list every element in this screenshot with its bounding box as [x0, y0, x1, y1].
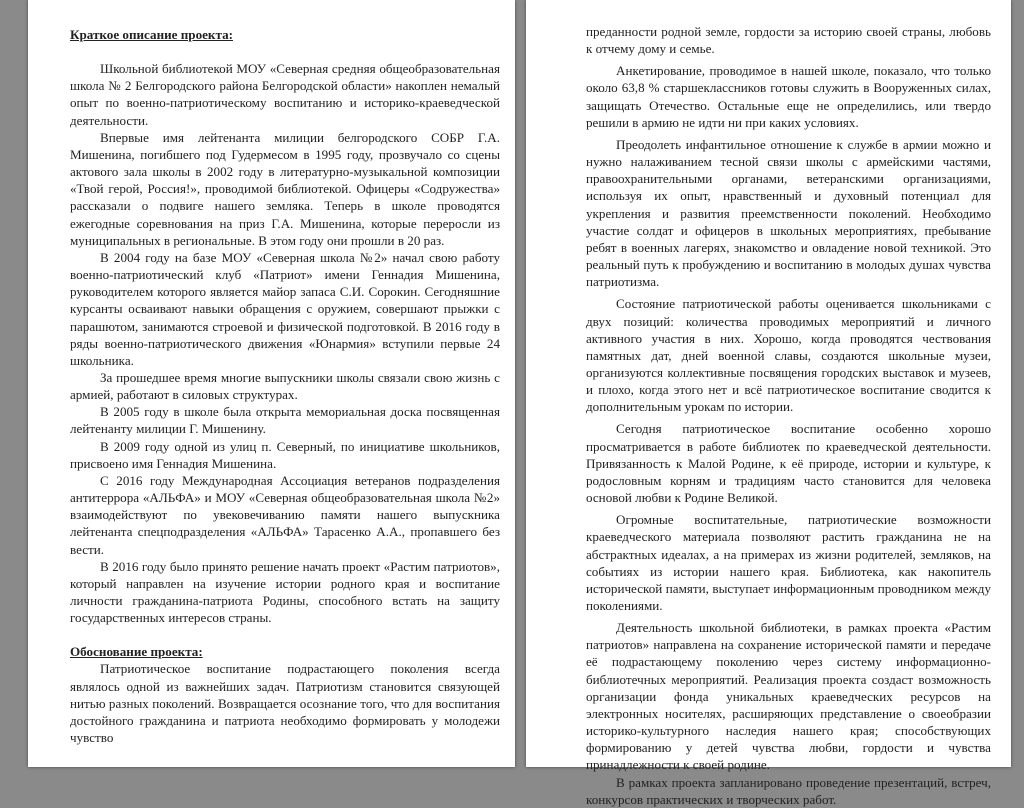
paragraph: В 2004 году на базе МОУ «Северная школа №2» начал свою работу военно-патриотический клуб «Патриот» имени Геннадия Мишенина, руководителем которого является майор запаса С.И. Сорокин. Сегодняшние курсанты осваивают навыки обращения с оружием, совершают прыжки с парашютом, занимаются строевой и физической подготовкой. В 2016 году в ряды военно-патриотического движения «Юнармия» вступили первые 24 школьника. — [70, 249, 500, 368]
paragraph: За прошедшее время многие выпускники школы связали свою жизнь с армией, работают в силовых структурах. — [70, 369, 500, 403]
paragraph: Патриотическое воспитание подрастающего поколения всегда являлось одной из важнейших задач. Патриотизм становится связующей нитью разных поколений. Возвращается осознание того, что для воспитания достойного гражданина и патриота необходимо формировать у молодежи чувство — [70, 661, 500, 746]
paragraph: преданности родной земле, гордости за историю своей страны, любовь к отчему дому и семье. — [586, 24, 991, 57]
paragraph: Впервые имя лейтенанта милиции белгородского СОБР Г.А. Мишенина, погибшего под Гудермесом в 1995 году, прозвучало со сцены актового зала школы в 2002 году в литературно-музыкальной композиции «Твой герой, Россия!», проводимой библиотекой. Офицеры «Содружества» рассказали о подвиге нашего земляка. Теперь в школе проводятся ежегодные соревнования на приз Г.А. Мишенина, которые переросли из муниципальных в региональные. В этом году они прошли в 20 раз. — [70, 129, 500, 248]
heading-project-summary: Краткое описание проекта: — [70, 27, 233, 42]
paragraph: Преодолеть инфантильное отношение к службе в армии можно и нужно налаживанием тесной связи школы с армейскими частями, правоохранительными органами, ветеранскими организациями, используя их опыт, нравственный и духовный потенциал для укрепления и развития преемственности поколений. Необходимо участие солдат и офицеров в школьных мероприятиях, пребывание ребят в военных лагерях, знакомство и овладение новой техникой. Это реальный путь к пробуждению и воспитанию в молодых душах чувства патриотизма. — [586, 136, 991, 290]
document-page-right — [526, 0, 1011, 807]
heading-project-rationale: Обоснование проекта: — [70, 644, 203, 660]
right-page-text — [586, 23, 991, 808]
paragraph: С 2016 году Международная Ассоциация ветеранов подразделения антитеррора «АЛЬФА» и МОУ «Северная общеобразовательная школа №2» взаимодействуют по увековечиванию памяти нашего выпускника лейтенанта спецподразделения «АЛЬФА» Тарасенко А.А., пропавшего без вести. — [70, 472, 500, 557]
paragraph: В 2009 году одной из улиц п. Северный, по инициативе школьников, присвоено имя Геннадия Мишенина. — [70, 438, 500, 471]
document-page-left — [28, 0, 515, 767]
paragraph: Состояние патриотической работы оценивается школьниками с двух позиций: количества проводимых мероприятий и личного активного участия в них. Хорошо, когда проводятся чествования памятных дат, дней военной славы, создаются школьные музеи, организуются коллективные посвящения городских выставок и музеев, и плохо, когда этого нет и всё патриотическое воспитание сводится к дополнительным урокам по истории. — [586, 296, 991, 415]
left-page-text — [70, 26, 500, 746]
paragraph: Анкетирование, проводимое в нашей школе, показало, что только около 63,8 % старшеклассников готовы служить в Вооруженных силах, защищать Отечество. Остальные еще не определились, или твердо решили в армию не идти ни при каких условиях. — [586, 63, 991, 130]
paragraph: Деятельность школьной библиотеки, в рамках проекта «Растим патриотов» направлена на сохранение исторической памяти и передаче её подрастающему поколению через систему информационно-библиотечных мероприятий. Реализация проекта создаст возможность организации фонда уникальных краеведческих ресурсов на электронных носителях, расширяющих представление о своеобразии историко-культурного наследия нашего края; способствующих формированию у детей чувства любви, гордости и чувства принадлежности к своей родине. — [586, 620, 991, 773]
paragraph: Школьной библиотекой МОУ «Северная средняя общеобразовательная школа № 2 Белгородского района Белгородской области» накоплен немалый опыт по военно-патриотическому воспитанию и историко-краеведческой деятельности. — [70, 61, 500, 128]
paragraph: Сегодня патриотическое воспитание особенно хорошо просматривается в работе библиотек по краеведческой деятельности. Привязанность к Малой Родине, к её природе, истории и культуре, к родословным корням и традициям часто становится для человека основой любви к Родине Великой. — [586, 421, 991, 506]
paragraph: Огромные воспитательные, патриотические возможности краеведческого материала позволяют растить гражданина не на абстрактных идеалах, а на примерах из жизни родителей, земляков, на событиях из истории нашего края. Библиотека, как накопитель исторической памяти, выступает информационным проводником между поколениями. — [586, 512, 991, 613]
paragraph: В 2005 году в школе была открыта мемориальная доска посвященная лейтенанту милиции Г. Мишенину. — [70, 404, 500, 437]
paragraph: В рамках проекта запланировано проведение презентаций, встреч, конкурсов практических и творческих работ. — [586, 774, 991, 807]
paragraph: В 2016 году было принято решение начать проект «Растим патриотов», который направлен на изучение истории родного края и воспитание личности гражданина-патриота Родины, способного встать на защиту государственных интересов страны. — [70, 558, 500, 626]
